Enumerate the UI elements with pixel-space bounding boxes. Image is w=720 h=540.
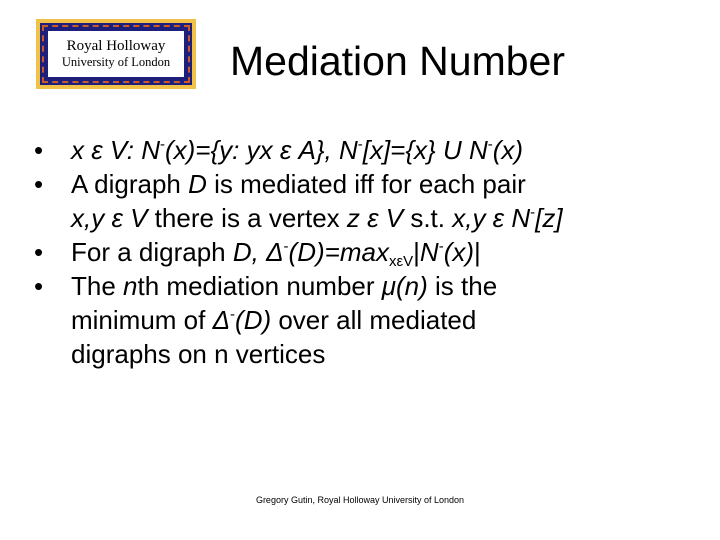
bullet-dot-icon: • — [34, 271, 44, 301]
bullet-text: For a digraph — [71, 237, 233, 267]
superscript: - — [487, 136, 493, 153]
bullet-text: A digraph — [71, 169, 189, 199]
bullet-text: | — [474, 237, 481, 267]
bullet-text: (D)=max — [288, 237, 389, 267]
superscript: - — [283, 238, 289, 255]
bullet-text: [x]={x} U N — [362, 135, 488, 165]
bullet-dot-icon: • — [34, 135, 44, 165]
bullet-text: N — [419, 237, 439, 267]
bullet-text: there is a vertex — [147, 203, 347, 233]
bullet-dot-icon: • — [34, 237, 44, 267]
bullet-text: over all mediated — [271, 305, 477, 335]
bullet-text: | — [413, 237, 420, 267]
bullet-text: Δ — [212, 305, 231, 335]
bullet-text: s.t. — [403, 203, 453, 233]
logo-text-panel — [48, 31, 184, 77]
bullet-text: (D) — [235, 305, 272, 335]
subscript: xεV — [388, 253, 414, 270]
bullet-text: x,y ε N — [452, 203, 531, 233]
bullet-text: (x)={y: yx ε A}, N — [164, 135, 358, 165]
superscript: - — [357, 136, 363, 153]
bullet-text: minimum of — [71, 305, 213, 335]
bullet-item — [34, 269, 714, 371]
bullet-text: D, Δ — [232, 237, 284, 267]
bullet-text: is mediated iff for each pair — [206, 169, 526, 199]
bullet-item — [34, 235, 714, 269]
university-logo — [36, 19, 196, 89]
bullet-item — [34, 167, 714, 235]
bullet-text: x,y ε V — [71, 203, 148, 233]
bullet-text: μ(n) — [381, 271, 428, 301]
logo-line-2: University of London — [61, 55, 171, 69]
bullet-text: digraphs on n vertices — [71, 339, 326, 369]
bullet-list — [34, 133, 714, 371]
logo-line-1: Royal Holloway — [66, 38, 166, 54]
bullet-text: is the — [427, 271, 498, 301]
bullet-text: The — [71, 271, 124, 301]
bullet-text: (x) — [443, 237, 475, 267]
bullet-item — [34, 133, 714, 167]
superscript: - — [230, 306, 236, 323]
superscript: - — [159, 136, 165, 153]
bullet-text: D — [188, 169, 207, 199]
bullet-text: (x) — [492, 135, 524, 165]
bullet-text: z ε V — [346, 203, 404, 233]
slide-footer: Gregory Gutin, Royal Holloway University of London — [255, 495, 465, 505]
slide-title: Mediation Number — [230, 38, 565, 84]
bullet-text: [z] — [535, 203, 563, 233]
superscript: - — [438, 238, 444, 255]
bullet-text: th mediation number — [137, 271, 382, 301]
bullet-text: n — [123, 271, 138, 301]
bullet-text: x ε V: N — [71, 135, 160, 165]
superscript: - — [530, 204, 536, 221]
bullet-dot-icon: • — [34, 169, 44, 199]
